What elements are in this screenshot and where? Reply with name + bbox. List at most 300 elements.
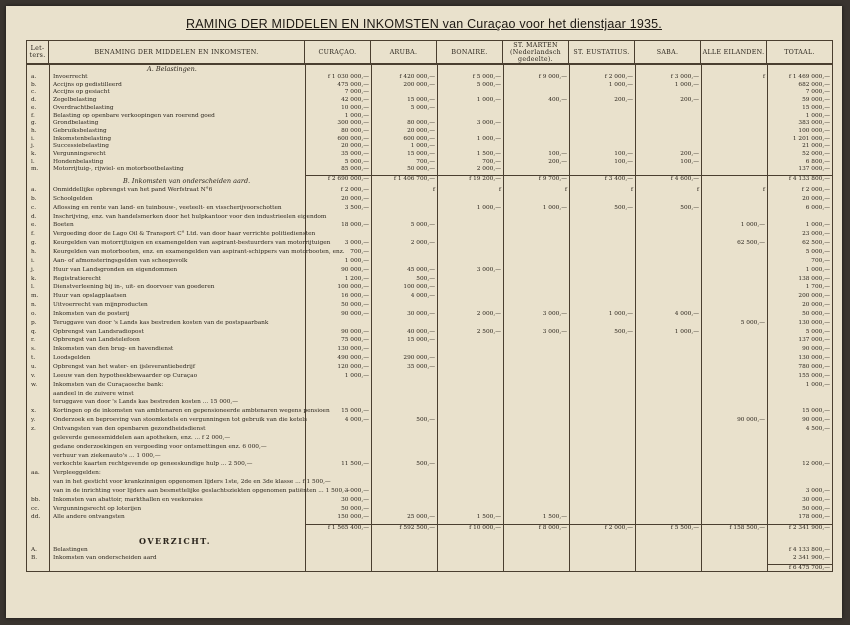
- cell-c: 1 200,—: [344, 275, 369, 282]
- cell-l: m.: [31, 166, 39, 173]
- overzicht-heading: OVERZICHT.: [139, 536, 211, 546]
- cell-sa: 1 000,—: [674, 328, 699, 335]
- cell-t: 62 500,—: [802, 240, 830, 247]
- table-row: [27, 408, 832, 415]
- cell-l: h.: [31, 127, 37, 134]
- cell-n: Vergunningsrecht op loterijen: [53, 505, 142, 512]
- cell-ar: 5 000,—: [410, 104, 435, 111]
- header-benaming: BENAMING DER MIDDELEN EN INKOMSTEN.: [49, 41, 305, 63]
- cell-sa: 4 000,—: [674, 310, 699, 317]
- cell-c: 1 000,—: [344, 257, 369, 264]
- overzicht-row: [27, 555, 832, 562]
- header-aruba: ARUBA.: [371, 41, 437, 63]
- cell-c: 30 000,—: [341, 496, 369, 503]
- table-row: [27, 373, 832, 380]
- subtotal-row-b: [27, 525, 832, 532]
- cell-n: Ontvangsten van den openbaren gezondheidsdienst: [53, 425, 206, 432]
- cell-l: dd.: [31, 514, 41, 521]
- cell-n: Inkomsten van de posterij: [53, 310, 130, 317]
- cell-t: 1 000,—: [805, 222, 830, 229]
- header-letters: Let-ters.: [27, 41, 49, 63]
- cell-bo: 5 000,—: [476, 81, 501, 88]
- cell-ar: 2 000,—: [410, 240, 435, 247]
- cell-sm: f 8 000,—: [538, 525, 567, 532]
- cell-bo: 2 000,—: [476, 166, 501, 173]
- cell-n: teruggave van door 's Lands kas bestreden kosten ... 15 000,—: [53, 399, 239, 406]
- grand-total-value: f 6 475 700,—: [788, 565, 830, 571]
- cell-bo: f 19 200,—: [469, 176, 501, 183]
- cell-l: x.: [31, 408, 37, 415]
- cell-sa: 200,—: [680, 151, 699, 157]
- cell-sm: 200,—: [548, 158, 567, 165]
- cell-l: d.: [31, 213, 37, 220]
- cell-t: 12 000,—: [802, 461, 830, 468]
- cell-sa: f 3 000,—: [670, 74, 699, 80]
- table-row: [27, 97, 832, 104]
- cell-al: f: [762, 187, 765, 193]
- cell-se: 500,—: [614, 204, 633, 211]
- table-row: [27, 506, 832, 513]
- cell-l: b.: [31, 195, 37, 202]
- cell-bo: 1 000,—: [476, 97, 501, 104]
- cell-sm: f 9 000,—: [538, 74, 567, 80]
- table-row: [27, 435, 832, 442]
- cell-n: Boeten: [53, 222, 74, 229]
- cell-t: 130 000,—: [798, 319, 830, 326]
- cell-n: Motorrijtuig-, rijwiel- en motorbootbelasting: [53, 166, 184, 173]
- cell-c: 90 000,—: [341, 310, 369, 317]
- cell-sm: 400,—: [548, 97, 567, 104]
- cell-bo: 700,—: [482, 158, 501, 165]
- cell-ar: 30 000,—: [407, 310, 435, 317]
- cell-l: c.: [31, 204, 37, 211]
- cell-c: 11 500,—: [341, 461, 369, 468]
- cell-t: 15 000,—: [802, 104, 830, 111]
- cell-l: i.: [31, 257, 35, 264]
- cell-n: Vergoeding door de Lago Oil & Transport C° Ltd. van door haar verrichte politiediensten: [53, 231, 316, 238]
- cell-n: van in het gesticht voor krankzinnigen opgenomen lijders 1ste, 2de en 3de klasse ... f 1 500,—: [53, 479, 331, 486]
- table-row: [27, 426, 832, 433]
- cell-t: 2 341 900,—: [792, 555, 830, 561]
- cell-bo: 1 500,—: [476, 514, 501, 521]
- cell-bo: 3 000,—: [476, 266, 501, 273]
- cell-l: bb.: [31, 496, 41, 503]
- cell-c: 35 000,—: [341, 151, 369, 157]
- cell-n: Onderzoek en beproeving van stoomketels en vergunningen tot gebruik van die ketels: [53, 417, 308, 424]
- cell-c: 3 000,—: [344, 240, 369, 247]
- cell-c: f 1 565 400,—: [327, 525, 369, 532]
- cell-l: l.: [31, 158, 35, 165]
- table-row: [27, 364, 832, 371]
- cell-sm: 100,—: [548, 151, 567, 157]
- cell-ar: 500,—: [416, 417, 435, 424]
- cell-l: l.: [31, 284, 35, 291]
- cell-bo: f 5 000,—: [472, 74, 501, 80]
- cell-n: Accijns op gedistilleerd: [53, 81, 122, 88]
- cell-n: Leeuw van den hypotheekbewaarder op Curaçao: [53, 372, 198, 379]
- subtotal-row-a: [27, 176, 832, 183]
- cell-t: 5 000,—: [805, 248, 830, 255]
- cell-n: Kortingen op de inkomsten van ambtenaren en gepensioneerde ambtenaren wegens pensioen: [53, 408, 330, 415]
- cell-n: Keurgelden van motorbooten, enz. en examengelden van aspirant-schippers van motorbooten, enz.: [53, 248, 345, 255]
- cell-l: o.: [31, 310, 37, 317]
- cell-l: z.: [31, 425, 36, 432]
- cell-l: k.: [31, 275, 37, 282]
- cell-l: A.: [31, 547, 38, 553]
- cell-n: Keurgelden van motorrijtuigen en examengelden van aspirant-bestuurders van motorrijtuigen: [53, 240, 331, 247]
- cell-t: 90 000,—: [802, 417, 830, 424]
- cell-c: 10 000,—: [341, 104, 369, 111]
- cell-ar: 290 000,—: [403, 355, 435, 362]
- cell-se: 100,—: [614, 151, 633, 157]
- cell-se: f 2 000,—: [604, 74, 633, 80]
- table-row: [27, 302, 832, 309]
- cell-t: 7 000,—: [805, 89, 830, 96]
- table-row: [27, 355, 832, 362]
- cell-ar: 35 000,—: [407, 364, 435, 370]
- cell-n: verhuur van ziekenauto's ... 1 000,—: [53, 452, 161, 459]
- cell-c: 490 000,—: [337, 355, 369, 362]
- cell-sa: f: [696, 187, 699, 193]
- table-row: [27, 444, 832, 451]
- cell-c: 5 000,—: [344, 158, 369, 165]
- cell-ar: 80 000,—: [407, 120, 435, 127]
- cell-n: Inschrijving, enz. van handelsmerken door het hulpkantoor voor den industrieelen eigendom: [53, 213, 327, 220]
- cell-t: 155 000,—: [798, 372, 830, 379]
- cell-t: 178 000,—: [798, 514, 830, 521]
- cell-t: f 2 000,—: [801, 187, 830, 193]
- cell-se: f 2 000,—: [604, 525, 633, 532]
- header-alle-eilanden: ALLE EILANDEN.: [701, 41, 767, 63]
- header-st-martin: ST. MARTEN (Nederlandsch gedeelte).: [503, 41, 569, 63]
- cell-n: Inkomstenbelasting: [53, 135, 112, 142]
- table-row: [27, 267, 832, 274]
- table-row: [27, 337, 832, 344]
- cell-t: 200 000,—: [798, 293, 830, 300]
- cell-l: B.: [31, 555, 38, 561]
- cell-l: m.: [31, 293, 39, 300]
- table-row: [27, 346, 832, 353]
- table-row: [27, 258, 832, 265]
- cell-ar: 600 000,—: [403, 135, 435, 142]
- cell-bo: 2 500,—: [476, 328, 501, 335]
- table-row: [27, 249, 832, 256]
- table-row: [27, 382, 832, 389]
- table-row: [27, 320, 832, 327]
- cell-c: 1 000,—: [344, 112, 369, 119]
- cell-t: 52 000,—: [802, 151, 830, 157]
- table-row: [27, 293, 832, 300]
- cell-se: 500,—: [614, 328, 633, 335]
- cell-c: 3 500,—: [344, 204, 369, 211]
- cell-n: Belastingen: [53, 547, 88, 553]
- table-row: [27, 82, 832, 89]
- cell-c: 20 000,—: [341, 195, 369, 202]
- cell-t: 1 000,—: [805, 381, 830, 388]
- cell-l: v.: [31, 372, 36, 379]
- cell-t: 5 000,—: [805, 328, 830, 335]
- cell-c: 20 000,—: [341, 143, 369, 150]
- header-curacao: CURAÇAO.: [305, 41, 371, 63]
- cell-n: Huur van Landsgronden en eigendommen: [53, 266, 178, 273]
- cell-c: 80 000,—: [341, 127, 369, 134]
- table-row: [27, 222, 832, 229]
- table-row: [27, 105, 832, 112]
- cell-l: j.: [31, 266, 35, 273]
- cell-n: Grondbelasting: [53, 120, 99, 127]
- cell-c: 7 000,—: [344, 89, 369, 96]
- table-row: [27, 284, 832, 291]
- table-row: [27, 453, 832, 460]
- cell-l: h.: [31, 248, 37, 255]
- cell-c: 120 000,—: [337, 364, 369, 370]
- revenue-table: [26, 40, 833, 572]
- table-row: [27, 329, 832, 336]
- table-row: [27, 196, 832, 203]
- cell-n: Inkomsten van de Curaçaosche bank:: [53, 381, 164, 388]
- table-row: [27, 479, 832, 486]
- cell-c: 18 000,—: [341, 222, 369, 229]
- cell-t: 1 000,—: [805, 266, 830, 273]
- cell-se: 1 000,—: [608, 81, 633, 88]
- cell-l: cc.: [31, 505, 40, 512]
- cell-t: 130 000,—: [798, 355, 830, 362]
- cell-l: b.: [31, 81, 37, 88]
- cell-c: 3 000,—: [344, 487, 369, 494]
- cell-n: Dienstverleening bij in-, uit- en doorvoer van goederen: [53, 284, 215, 291]
- cell-n: verkochte kaarten rechtgevende op geneeskundige hulp ... 2 500,—: [53, 461, 253, 468]
- cell-ar: 50 000,—: [407, 166, 435, 173]
- cell-n: Belasting op openbare verkoopingen van roerend goed: [53, 112, 215, 119]
- cell-ar: 25 000,—: [407, 514, 435, 521]
- cell-n: Gebruiksbelasting: [53, 127, 107, 134]
- cell-c: 130 000,—: [337, 346, 369, 353]
- table-row: [27, 461, 832, 468]
- cell-t: 1 000,—: [805, 112, 830, 119]
- table-row: [27, 136, 832, 143]
- cell-t: 383 000,—: [798, 120, 830, 127]
- cell-c: 85 000,—: [341, 166, 369, 173]
- cell-sm: 3 000,—: [542, 328, 567, 335]
- table-row: [27, 89, 832, 96]
- cell-n: Loodsgelden: [53, 355, 91, 362]
- cell-n: Zegelbelasting: [53, 97, 97, 104]
- cell-t: 90 000,—: [802, 346, 830, 353]
- cell-t: f 2 341 900,—: [788, 525, 830, 532]
- cell-t: 30 000,—: [802, 496, 830, 503]
- cell-c: f 1 030 000,—: [327, 74, 369, 80]
- table-row: [27, 391, 832, 398]
- cell-n: Vergunningsrecht: [53, 151, 106, 157]
- cell-c: 700,—: [350, 248, 369, 255]
- cell-ar: 15 000,—: [407, 337, 435, 344]
- cell-c: 50 000,—: [341, 505, 369, 512]
- cell-al: f: [762, 74, 765, 80]
- cell-t: 20 000,—: [802, 302, 830, 309]
- cell-c: 90 000,—: [341, 266, 369, 273]
- cell-al: 5 000,—: [740, 319, 765, 326]
- cell-ar: 20 000,—: [407, 127, 435, 134]
- header-saba: SABA.: [635, 41, 701, 63]
- cell-l: u.: [31, 364, 37, 370]
- cell-n: Teruggave van door 's Lands kas bestreden kosten van de postspaarbank: [53, 319, 269, 326]
- table-row: [27, 311, 832, 318]
- cell-ar: 1 000,—: [410, 143, 435, 150]
- cell-c: 150 000,—: [337, 514, 369, 521]
- table-row: [27, 214, 832, 221]
- cell-c: 75 000,—: [341, 337, 369, 344]
- cell-t: f 4 133 800,—: [788, 176, 830, 183]
- cell-t: 50 000,—: [802, 505, 830, 512]
- cell-n: Aan- of afmonsteringsgelden van scheepsvolk: [53, 257, 188, 264]
- table-row: [27, 74, 832, 81]
- cell-n: Invoerrecht: [53, 74, 88, 80]
- cell-se: f 3 400,—: [604, 176, 633, 183]
- cell-bo: 1 500,—: [476, 151, 501, 157]
- cell-c: 475 000,—: [337, 81, 369, 88]
- table-row: [27, 187, 832, 194]
- cell-t: 20 000,—: [802, 195, 830, 202]
- cell-t: 3 000,—: [805, 487, 830, 494]
- cell-ar: f 592 500,—: [399, 525, 435, 532]
- cell-bo: f: [498, 187, 501, 193]
- cell-ar: 45 000,—: [407, 266, 435, 273]
- cell-t: 4 500,—: [805, 425, 830, 432]
- cell-al: 90 000,—: [737, 417, 765, 424]
- header-totaal: TOTAAL.: [784, 48, 815, 56]
- cell-se: 100,—: [614, 158, 633, 165]
- header-st-eustatius: ST. EUSTATIUS.: [569, 41, 635, 63]
- page-title: RAMING DER MIDDELEN EN INKOMSTEN van Curaçao voor het dienstjaar 1935.: [186, 17, 662, 31]
- cell-l: n.: [31, 302, 37, 309]
- cell-n: Huur van opslagplaatsen: [53, 293, 127, 300]
- cell-t: 137 000,—: [798, 166, 830, 173]
- cell-al: f 158 500,—: [729, 525, 765, 532]
- cell-l: g.: [31, 240, 37, 247]
- document-sheet: [6, 6, 842, 618]
- cell-c: 16 000,—: [341, 293, 369, 300]
- cell-l: f.: [31, 231, 35, 238]
- cell-ar: 700,—: [416, 158, 435, 165]
- cell-c: 50 000,—: [341, 302, 369, 309]
- cell-sm: 3 000,—: [542, 310, 567, 317]
- cell-l: k.: [31, 151, 37, 157]
- table-row: [27, 470, 832, 477]
- cell-l: e.: [31, 104, 37, 111]
- cell-ar: 15 000,—: [407, 151, 435, 157]
- cell-ar: 15 000,—: [407, 97, 435, 104]
- cell-al: 62 500,—: [737, 240, 765, 247]
- cell-t: 50 000,—: [802, 310, 830, 317]
- cell-bo: 1 000,—: [476, 135, 501, 142]
- cell-t: 21 000,—: [802, 143, 830, 150]
- section-b-heading: B. Inkomsten van onderscheiden aard.: [123, 177, 251, 185]
- cell-ar: 5 000,—: [410, 222, 435, 229]
- cell-sm: f 9 700,—: [538, 176, 567, 183]
- cell-n: Alle andere ontvangsten: [53, 514, 125, 521]
- cell-sa: 1 000,—: [674, 81, 699, 88]
- cell-l: y.: [31, 417, 36, 424]
- cell-se: 1 000,—: [608, 310, 633, 317]
- cell-l: a.: [31, 74, 37, 80]
- cell-se: f: [630, 187, 633, 193]
- cell-t: f 4 133 800,—: [788, 547, 830, 553]
- cell-bo: 2 000,—: [476, 310, 501, 317]
- cell-l: q.: [31, 328, 37, 335]
- cell-n: Accijns op gesiacht: [53, 89, 110, 96]
- cell-l: f.: [31, 112, 35, 119]
- table-row: [27, 143, 832, 150]
- cell-bo: 3 000,—: [476, 120, 501, 127]
- overzicht-row: [27, 547, 832, 554]
- cell-l: t.: [31, 355, 36, 362]
- cell-t: 780 000,—: [798, 364, 830, 370]
- table-row: [27, 128, 832, 135]
- cell-l: aa.: [31, 470, 40, 477]
- cell-l: e.: [31, 222, 37, 229]
- cell-t: 6 000,—: [805, 204, 830, 211]
- cell-l: r.: [31, 337, 35, 344]
- table-row: [27, 514, 832, 521]
- table-row: [27, 159, 832, 166]
- section-a-heading: A. Belastingen.: [147, 65, 197, 73]
- cell-sa: 100,—: [680, 158, 699, 165]
- cell-t: 6 800,—: [805, 158, 830, 165]
- cell-l: d.: [31, 97, 37, 104]
- cell-sa: 500,—: [680, 204, 699, 211]
- cell-l: p.: [31, 319, 37, 326]
- cell-c: 300 000,—: [337, 120, 369, 127]
- cell-n: van in de inrichting voor lijders aan besmettelijke geslachtsziekten opgenomen patiënten ... 1 500,—: [53, 487, 350, 494]
- cell-n: Registratierecht: [53, 275, 102, 282]
- cell-n: Successiebelasting: [53, 143, 109, 150]
- cell-c: 4 000,—: [344, 417, 369, 424]
- cell-c: 42 000,—: [341, 97, 369, 104]
- cell-n: Inkomsten van den brug- en havendienst: [53, 346, 174, 353]
- cell-l: s.: [31, 346, 36, 353]
- cell-al: 1 000,—: [740, 222, 765, 229]
- cell-ar: 500,—: [416, 275, 435, 282]
- cell-n: Verpleeggelden:: [53, 470, 101, 477]
- cell-c: 100 000,—: [337, 284, 369, 291]
- cell-l: c.: [31, 89, 37, 96]
- cell-n: Hondenbelasting: [53, 158, 104, 165]
- cell-ar: 200 000,—: [403, 81, 435, 88]
- cell-sm: 1 000,—: [542, 204, 567, 211]
- cell-sa: f 5 500,—: [670, 525, 699, 532]
- table-row: [27, 231, 832, 238]
- cell-t: 1 700,—: [805, 284, 830, 291]
- cell-t: 23 000,—: [802, 231, 830, 238]
- cell-n: Aflossing en rente van land- en tuinbouw-, veeteelt- en visscherijvoorschotten: [53, 204, 282, 211]
- cell-t: 15 000,—: [802, 408, 830, 415]
- cell-n: Opbrengst van het water- en ijsleverantiebedrijf: [53, 364, 195, 370]
- table-row: [27, 497, 832, 504]
- cell-l: a.: [31, 187, 37, 193]
- table-row: [27, 276, 832, 283]
- cell-c: 1 000,—: [344, 372, 369, 379]
- cell-sa: 200,—: [680, 97, 699, 104]
- cell-ar: 4 000,—: [410, 293, 435, 300]
- table-row: [27, 120, 832, 127]
- table-row: [27, 205, 832, 212]
- cell-t: 700,—: [811, 257, 830, 264]
- cell-bo: 1 000,—: [476, 204, 501, 211]
- cell-l: w.: [31, 381, 38, 388]
- cell-c: 90 000,—: [341, 328, 369, 335]
- cell-ar: 500,—: [416, 461, 435, 468]
- cell-c: f 2 000,—: [340, 187, 369, 193]
